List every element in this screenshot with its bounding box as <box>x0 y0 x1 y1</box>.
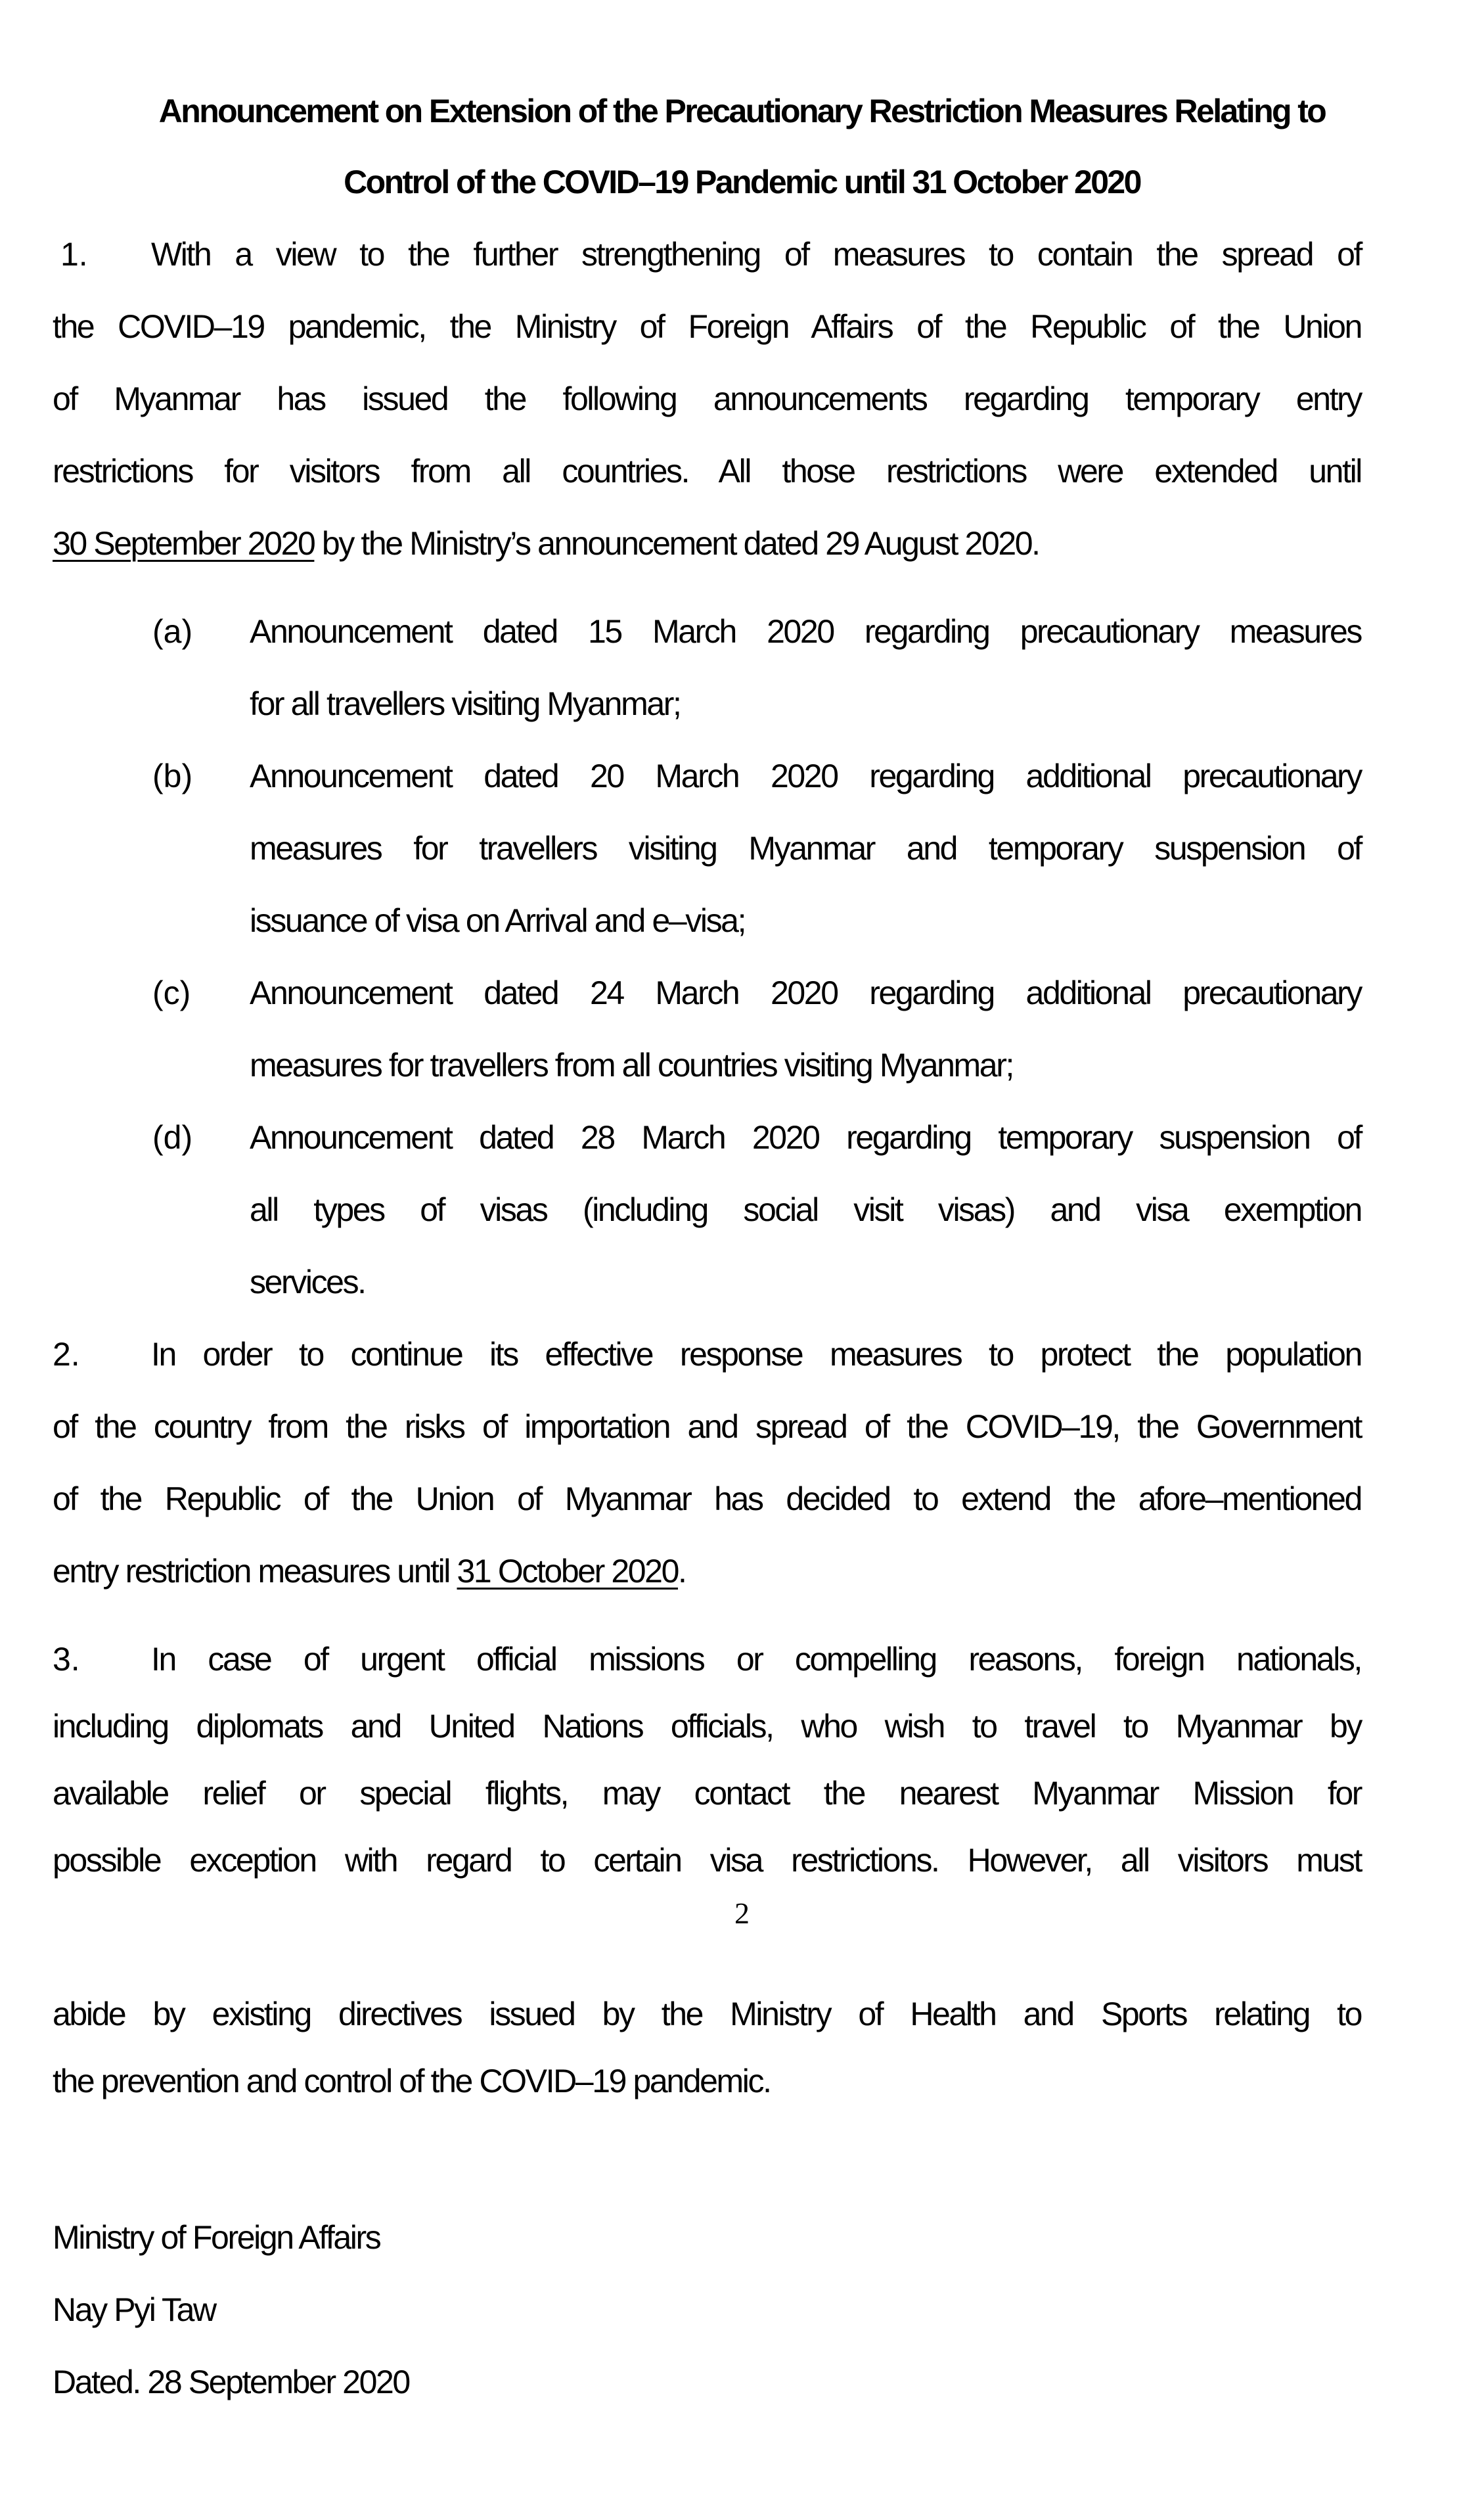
paragraph-3-line: available relief or special flights, may contact the nearest Myanmar Mission for <box>53 1775 1361 1812</box>
paragraph-2-number: 2. <box>53 1336 80 1373</box>
subitem-label: (a) <box>152 613 193 650</box>
subitem-label: (d) <box>152 1119 193 1156</box>
paragraph-1-last-line: 30 September 2020 by the Ministry’s announcement dated 29 August 2020. <box>53 525 1039 562</box>
paragraph-3-line: possible exception with regard to certain visa restrictions. However, all visitors must <box>53 1842 1361 1879</box>
paragraph-3-number: 3. <box>53 1641 80 1678</box>
paragraph-1-line: restrictions for visitors from all countries. All those restrictions were extended until <box>53 453 1361 490</box>
paragraph-1-number: 1. <box>60 236 88 273</box>
paragraph-2-line: of the country from the risks of importation and spread of the COVID–19, the Government <box>53 1408 1361 1445</box>
paragraph-2-line: In order to continue its effective response measures to protect the population <box>151 1336 1361 1373</box>
subitem-line: issuance of visa on Arrival and e–visa; <box>250 902 746 939</box>
subitem-label: (b) <box>152 758 193 794</box>
document-title-line-1: Announcement on Extension of the Precautionary Restriction Measures Relating to <box>158 93 1326 129</box>
paragraph-2-line: of the Republic of the Union of Myanmar has decided to extend the afore–mentioned <box>53 1480 1361 1517</box>
paragraph-3-line: In case of urgent official missions or compelling reasons, foreign nationals, <box>151 1641 1361 1678</box>
paragraph-3-line: including diplomats and United Nations officials, who wish to travel to Myanmar by <box>53 1708 1361 1745</box>
subitem-line: Announcement dated 28 March 2020 regarding temporary suspension of <box>250 1119 1361 1156</box>
issue-date: Dated. 28 September 2020 <box>53 2364 409 2400</box>
previous-extension-date: 30 September 2020 <box>53 525 315 562</box>
subitem-line: Announcement dated 20 March 2020 regarding additional precautionary <box>250 758 1361 794</box>
page-number: 2 <box>734 1896 750 1930</box>
paragraph-3-continued-line: the prevention and control of the COVID–19 pandemic. <box>53 2063 771 2099</box>
subitem-line: measures for travellers visiting Myanmar and temporary suspension of <box>250 830 1361 867</box>
subitem-line: all types of visas (including social visit visas) and visa exemption <box>250 1191 1361 1228</box>
paragraph-3-continued-line: abide by existing directives issued by the Ministry of Health and Sports relating to <box>53 1996 1361 2032</box>
new-extension-date: 31 October 2020 <box>457 1553 679 1590</box>
subitem-line: measures for travellers from all countries visiting Myanmar; <box>250 1047 1013 1084</box>
place: Nay Pyi Taw <box>53 2291 215 2328</box>
subitem-line: Announcement dated 15 March 2020 regarding precautionary measures <box>250 613 1361 650</box>
paragraph-1-line: of Myanmar has issued the following announcements regarding temporary entry <box>53 380 1361 417</box>
paragraph-1-line: the COVID–19 pandemic, the Ministry of Foreign Affairs of the Republic of the Union <box>53 308 1361 345</box>
issuer: Ministry of Foreign Affairs <box>53 2219 380 2256</box>
subitem-label: (c) <box>152 974 191 1011</box>
paragraph-2-last-line: entry restriction measures until 31 October 2020. <box>53 1553 686 1590</box>
subitem-line: services. <box>250 1264 365 1300</box>
document-title-line-2: Control of the COVID–19 Pandemic until 31 October 2020 <box>344 164 1140 200</box>
subitem-line: Announcement dated 24 March 2020 regarding additional precautionary <box>250 974 1361 1011</box>
subitem-line: for all travellers visiting Myanmar; <box>250 685 681 722</box>
paragraph-1-line: With a view to the further strengthening of measures to contain the spread of <box>151 236 1361 273</box>
